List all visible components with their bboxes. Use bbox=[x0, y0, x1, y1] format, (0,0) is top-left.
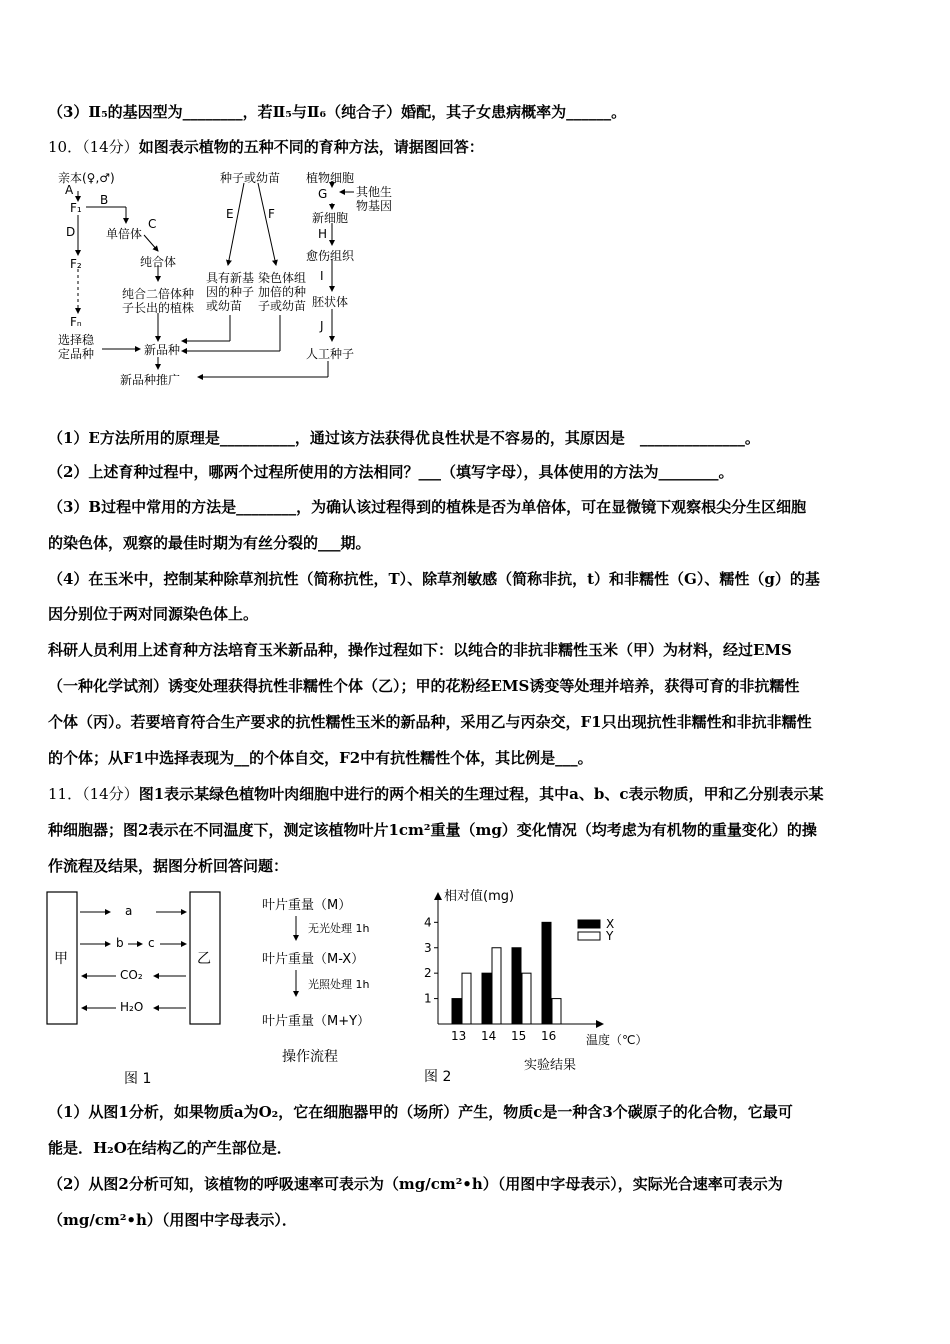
new-gene-label-2: 因的种子 bbox=[206, 285, 255, 299]
breeding-diagram bbox=[48, 165, 408, 397]
legend-swatch-y bbox=[578, 932, 600, 940]
co2-label: CO₂ bbox=[120, 968, 143, 982]
new-gene-label-1: 具有新基 bbox=[206, 271, 255, 285]
x-tick-label: 15 bbox=[511, 1029, 527, 1043]
q11-part2-line2: （mg/cm²•h）（用图中字母表示）． bbox=[48, 1211, 297, 1229]
f2-label: F₂ bbox=[70, 257, 82, 271]
step-i-label: I bbox=[320, 269, 324, 283]
q11-stem-line2: 种细胞器；图2表示在不同温度下，测定该植物叶片1cm²重量（mg）变化情况（均考虑为有机物的重量变化）的操 bbox=[48, 821, 817, 839]
q9-part3: （3）Ⅱ₅的基因型为________，若Ⅱ₅与Ⅱ₆（纯合子）婚配，其子女患病概率为______。 bbox=[48, 103, 627, 121]
bar-x bbox=[482, 973, 491, 1024]
select-label-2: 定品种 bbox=[58, 347, 95, 361]
bar-x bbox=[512, 948, 521, 1024]
step-j-label: J bbox=[320, 319, 324, 333]
step-g-label: G bbox=[318, 187, 328, 201]
q10-part3-line2: 的染色体，观察的最佳时期为有丝分裂的___期。 bbox=[48, 534, 371, 552]
y-tick-label: 4 bbox=[424, 915, 432, 930]
organelle-jia-label: 甲 bbox=[54, 951, 68, 967]
bar-y bbox=[462, 973, 471, 1024]
doubled-label-1: 染色体组 bbox=[258, 271, 307, 285]
q10-part4-line4: （一种化学试剂）诱变处理获得抗性非糯性个体（乙）；甲的花粉经EMS诱变等处理并培养，获得可育的非抗糯性 bbox=[48, 677, 800, 695]
step-c-label: C bbox=[148, 217, 157, 231]
q10-number: 10．（14分） bbox=[48, 138, 139, 156]
q11-number: 11．（14分） bbox=[48, 785, 139, 803]
bar-y bbox=[492, 948, 501, 1024]
x-tick-label: 13 bbox=[451, 1029, 467, 1043]
q10-part4-line1: （4）在玉米中，控制某种除草剂抗性（简称抗性，T）、除草剂敏感（简称非抗，t）和非糯性（G）、糯性（g）的基 bbox=[48, 570, 820, 588]
new-gene-label-3: 或幼苗 bbox=[206, 299, 243, 313]
y-tick-label: 2 bbox=[424, 966, 432, 981]
select-label-1: 选择稳 bbox=[58, 333, 95, 347]
bar-y bbox=[552, 999, 561, 1024]
h2o-label: H₂O bbox=[120, 1000, 144, 1014]
q11-part1-line2: 能是．H₂O在结构乙的产生部位是． bbox=[48, 1139, 292, 1157]
f1-label: F₁ bbox=[70, 201, 82, 215]
bar-x bbox=[452, 999, 461, 1024]
figure-1-caption: 图 1 bbox=[124, 1071, 152, 1087]
step-a-label: A bbox=[65, 183, 74, 197]
pure-diploid-label-2: 子长出的植株 bbox=[122, 301, 195, 315]
step-f-label: F bbox=[268, 207, 275, 221]
q10-part2: （2）上述育种过程中，哪两个过程所使用的方法相同？___（填写字母），具体使用的方法为________。 bbox=[48, 463, 734, 481]
q11-part2-line1: （2）从图2分析可知，该植物的呼吸速率可表示为（mg/cm²•h）（用图中字母表示），实际光合速率可表示为 bbox=[48, 1175, 783, 1193]
bar-chart-svg bbox=[408, 886, 658, 1066]
dark-treatment-label: 无光处理 1h bbox=[308, 922, 370, 935]
step-b-label: B bbox=[100, 193, 109, 207]
q11-heading bbox=[48, 784, 823, 804]
figure-1 bbox=[46, 888, 224, 1088]
legend-label-y: Y bbox=[606, 929, 614, 943]
x-axis-arrow bbox=[596, 1020, 604, 1028]
callus-label: 愈伤组织 bbox=[306, 249, 355, 263]
pure-diploid-label-1: 纯合二倍体种 bbox=[122, 287, 195, 301]
q10-stem: 如图表示植物的五种不同的育种方法，请据图回答： bbox=[138, 138, 484, 156]
q10-part3-line1: （3）B过程中常用的方法是________，为确认该过程得到的植株是否为单倍体，可在显微镜下观察根尖分生区细胞 bbox=[48, 498, 807, 516]
chart-caption: 实验结果 bbox=[524, 1058, 577, 1073]
figure-2-caption: 图 2 bbox=[424, 1069, 452, 1085]
bar-x bbox=[542, 922, 551, 1024]
y-tick-label: 3 bbox=[424, 940, 432, 955]
plant-cell-label: 植物细胞 bbox=[306, 171, 355, 185]
operation-flow bbox=[258, 892, 408, 1072]
q10-part4-line5: 个体（丙）。若要培育符合生产要求的抗性糯性玉米的新品种，采用乙与丙杂交，F1只出现抗性非糯性和非抗非糯性 bbox=[48, 713, 812, 731]
legend-label-x: X bbox=[606, 917, 615, 931]
promotion-label: 新品种推广 bbox=[120, 373, 181, 387]
other-gene-label-1: 其他生 bbox=[356, 185, 393, 199]
q10-heading bbox=[48, 137, 484, 157]
q11-part1-line1: （1）从图1分析，如果物质a为O₂，它在细胞器甲的（场所）产生，物质c是一种含3个碳原子的化合物，它最可 bbox=[48, 1103, 793, 1121]
x-tick-label: 16 bbox=[541, 1029, 557, 1043]
new-cell-label: 新细胞 bbox=[312, 211, 349, 225]
q10-part4-line3: 科研人员利用上述育种方法培育玉米新品种，操作过程如下：以纯合的非抗非糯性玉米（甲）为材料，经过EMS bbox=[48, 641, 792, 659]
figure-2-chart bbox=[408, 886, 658, 1086]
step-d-label: D bbox=[66, 225, 76, 239]
q10-part4-line2: 因分别位于两对同源染色体上。 bbox=[48, 605, 259, 623]
step-h-label: H bbox=[318, 227, 328, 241]
legend-swatch-x bbox=[578, 920, 600, 928]
operation-flow-caption: 操作流程 bbox=[282, 1049, 338, 1065]
new-variety-label: 新品种 bbox=[144, 343, 181, 357]
chart-title: 相对值(mg) bbox=[444, 889, 515, 904]
seed-label: 种子或幼苗 bbox=[220, 171, 281, 185]
x-tick-label: 14 bbox=[481, 1029, 497, 1043]
y-axis-arrow bbox=[434, 892, 442, 900]
x-axis-label: 温度（℃） bbox=[586, 1033, 648, 1047]
light-treatment-label: 光照处理 1h bbox=[308, 978, 370, 991]
q11-stem-line3: 作流程及结果，据图分析回答问题： bbox=[48, 857, 289, 875]
organelle-yi-label: 乙 bbox=[197, 951, 211, 967]
q10-part4-line6: 的个体；从F1中选择表现为__的个体自交，F2中有抗性糯性个体，其比例是___。 bbox=[48, 749, 593, 767]
artificial-seed-label: 人工种子 bbox=[306, 347, 355, 361]
weight-m-y-label: 叶片重量（M+Y） bbox=[262, 1014, 371, 1029]
fn-label: Fₙ bbox=[70, 315, 82, 329]
substance-a-label: a bbox=[125, 904, 133, 918]
step-e-label: E bbox=[226, 207, 234, 221]
doubled-label-3: 子或幼苗 bbox=[258, 299, 307, 313]
weight-m-label: 叶片重量（M） bbox=[262, 898, 352, 913]
haploid-label: 单倍体 bbox=[106, 227, 143, 241]
other-gene-label-2: 物基因 bbox=[356, 199, 393, 213]
q11-stem-line1: 图1表示某绿色植物叶肉细胞中进行的两个相关的生理过程，其中a、b、c表示物质，甲和乙分别表示某 bbox=[138, 785, 824, 803]
pure-label: 纯合体 bbox=[140, 255, 177, 269]
bar-y bbox=[522, 973, 531, 1024]
parents-label: 亲本(♀,♂) bbox=[58, 171, 115, 185]
y-tick-label: 1 bbox=[424, 991, 432, 1006]
doubled-label-2: 加倍的种 bbox=[258, 285, 307, 299]
weight-m-x-label: 叶片重量（M-X） bbox=[262, 952, 365, 967]
substance-b-label: b bbox=[116, 936, 124, 950]
substance-c-label: c bbox=[148, 936, 155, 950]
embryoid-label: 胚状体 bbox=[312, 295, 349, 309]
q10-part1: （1）E方法所用的原理是__________，通过该方法获得优良性状是不容易的，其原因是 ______________。 bbox=[48, 429, 760, 447]
